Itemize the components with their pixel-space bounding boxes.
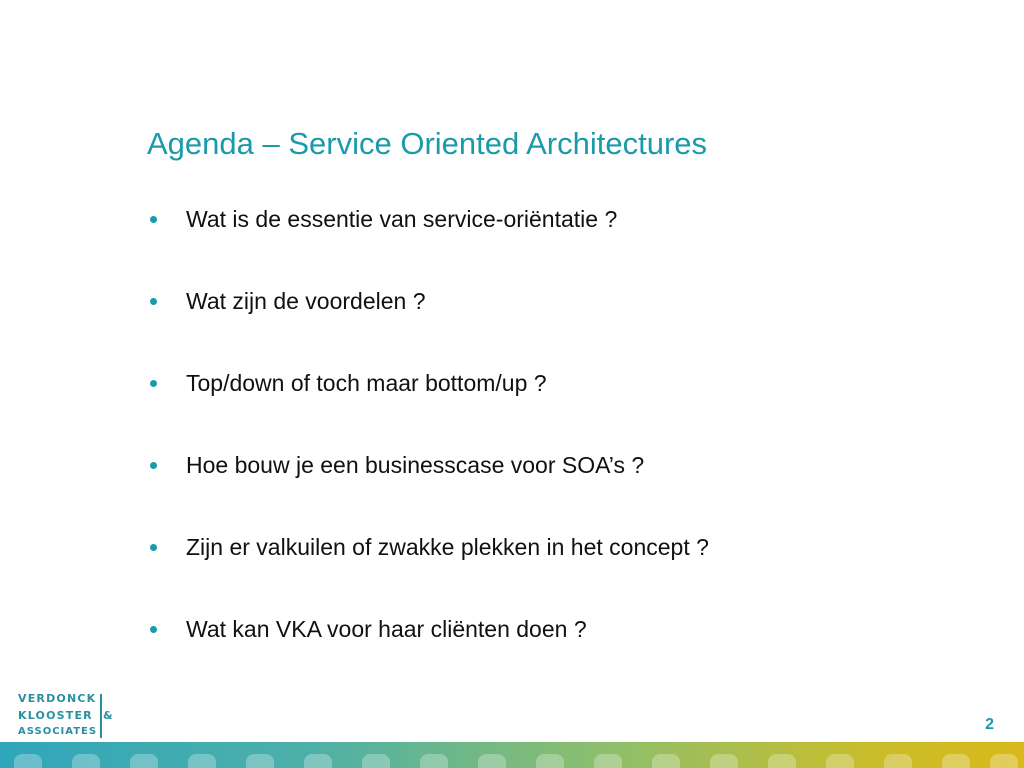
bullet-list — [148, 203, 709, 695]
footer-tile — [884, 754, 912, 768]
bullet-icon — [150, 462, 157, 469]
slide-title: Agenda – Service Oriented Architectures — [147, 126, 708, 161]
list-item — [148, 613, 709, 695]
logo-line-associates: ASSOCIATES — [18, 726, 98, 737]
page-number: 2 — [985, 716, 994, 733]
company-logo — [18, 692, 118, 740]
footer-tile — [768, 754, 796, 768]
footer-tile — [594, 754, 622, 768]
footer-tile — [362, 754, 390, 768]
bullet-icon — [150, 216, 157, 223]
footer-band — [0, 742, 1024, 768]
bullet-text: Wat zijn de voordelen ? — [186, 288, 426, 314]
footer-tile — [942, 754, 970, 768]
list-item — [148, 531, 709, 613]
bullet-text: Top/down of toch maar bottom/up ? — [186, 370, 547, 396]
footer-tile — [14, 754, 42, 768]
footer-tile — [246, 754, 274, 768]
footer-tile — [420, 754, 448, 768]
footer-tile — [710, 754, 738, 768]
logo-line-verdonck: VERDONCK — [18, 692, 97, 705]
footer-tile — [536, 754, 564, 768]
footer-tile — [990, 754, 1018, 768]
footer-tile — [304, 754, 332, 768]
bullet-icon — [150, 626, 157, 633]
list-item — [148, 367, 709, 449]
footer-tile — [478, 754, 506, 768]
logo-line-klooster: KLOOSTER — [18, 709, 93, 722]
bullet-text: Wat kan VKA voor haar cliënten doen ? — [186, 616, 587, 642]
bullet-text: Wat is de essentie van service-oriëntatie ? — [186, 206, 618, 232]
footer-tile — [826, 754, 854, 768]
footer-tile — [72, 754, 100, 768]
list-item — [148, 449, 709, 531]
bullet-text: Zijn er valkuilen of zwakke plekken in het concept ? — [186, 534, 709, 560]
footer-tile — [188, 754, 216, 768]
list-item — [148, 203, 709, 285]
bullet-icon — [150, 380, 157, 387]
logo-divider — [100, 694, 102, 738]
footer-tile — [652, 754, 680, 768]
bullet-icon — [150, 298, 157, 305]
footer-tiles — [0, 742, 1024, 768]
logo-ampersand: & — [103, 709, 113, 722]
footer-tile — [130, 754, 158, 768]
list-item — [148, 285, 709, 367]
bullet-icon — [150, 544, 157, 551]
bullet-text: Hoe bouw je een businesscase voor SOA’s ? — [186, 452, 645, 478]
